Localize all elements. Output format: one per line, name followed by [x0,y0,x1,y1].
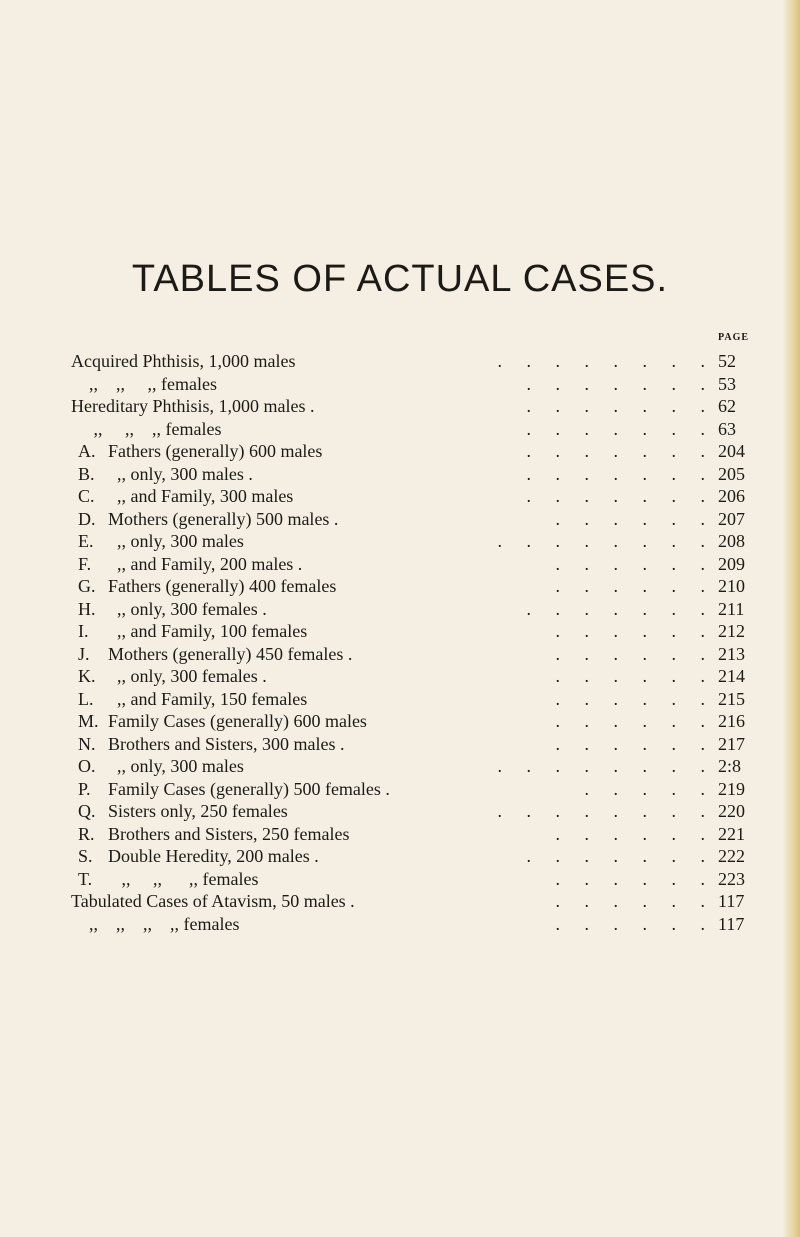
row-page-number: 213 [718,643,745,664]
row-leader-dots: . . . . . . . . [497,351,715,371]
row-leader-dots: . . . . . . . . [497,531,715,551]
row-leader-dots: . . . . . . [555,553,715,574]
table-row [0,418,800,441]
table-row [0,778,800,801]
row-title: ,, ,, ,, females [108,868,259,889]
row-title: Acquired Phthisis, 1,000 males [71,351,296,371]
row-page-number: 63 [718,418,736,439]
table-row [0,688,800,711]
row-page-number: 204 [718,441,745,461]
row-leader-dots: . . . . . . [555,666,715,686]
row-letter: H. [78,598,96,619]
row-page-number: 223 [718,868,745,889]
row-title: Mothers (generally) 500 males . [108,508,339,529]
row-title: ,, only, 300 females . [108,666,267,686]
page-title: TABLES OF ACTUAL CASES. [131,258,669,300]
row-title: Mothers (generally) 450 females . [108,643,353,664]
row-title: ,, ,, ,, females [71,373,217,394]
table-row [0,463,800,486]
row-page-number: 215 [718,688,745,709]
row-leader-dots: . . . . . . . [526,441,715,461]
table-row [0,373,800,396]
row-page-number: 208 [718,531,745,551]
row-letter: P. [78,778,91,799]
row-letter: F. [78,553,92,574]
row-leader-dots: . . . . . . [555,643,715,664]
row-letter: I. [78,621,89,641]
row-letter: L. [78,688,94,709]
row-leader-dots: . . . . . . [555,576,715,596]
row-leader-dots: . . . . . . . [526,486,715,506]
row-title: ,, only, 300 males [108,756,244,776]
row-title: Brothers and Sisters, 300 males . [108,733,345,754]
row-page-number: 212 [718,621,745,641]
table-row [0,395,800,418]
row-title: Brothers and Sisters, 250 females [108,823,350,844]
table-row [0,575,800,598]
row-page-number: 210 [718,576,745,596]
table-row [0,733,800,756]
row-letter: J. [78,643,90,664]
row-page-number: 53 [718,373,736,394]
row-title: ,, and Family, 200 males . [108,553,303,574]
table-row [0,755,800,778]
table-row [0,553,800,576]
table-row [0,598,800,621]
row-leader-dots: . . . . . . . [526,463,715,484]
row-leader-dots: . . . . . [584,778,715,799]
row-page-number: 216 [718,711,745,731]
row-letter: C. [78,486,95,506]
row-letter: O. [78,756,96,776]
row-leader-dots: . . . . . . . . [497,756,715,776]
table-row [0,868,800,891]
row-page-number: 220 [718,801,745,821]
row-page-number: 206 [718,486,745,506]
row-page-number: 219 [718,778,745,799]
row-title: ,, and Family, 100 females [108,621,308,641]
table-row [0,530,800,553]
row-letter: K. [78,666,96,686]
row-title: Fathers (generally) 400 females [108,576,337,596]
row-page-number: 207 [718,508,745,529]
table-row [0,485,800,508]
row-page-number: 2:8 [718,756,742,776]
row-letter: G. [78,576,96,596]
row-title: Double Heredity, 200 males . [108,846,319,866]
row-leader-dots: . . . . . . [555,891,715,911]
table-row [0,710,800,733]
row-title: ,, ,, ,, females [71,418,222,439]
table-row [0,508,800,531]
row-leader-dots: . . . . . . [555,711,715,731]
row-leader-dots: . . . . . . . . [497,801,715,821]
row-letter: N. [78,733,96,754]
contents-list [0,350,800,935]
table-row [0,890,800,913]
row-letter: S. [78,846,93,866]
row-title: ,, ,, ,, ,, females [71,913,240,934]
row-page-number: 221 [718,823,745,844]
row-title: Fathers (generally) 600 males [108,441,323,461]
row-leader-dots: . . . . . . . [526,598,715,619]
row-leader-dots: . . . . . . . [526,396,715,416]
table-row [0,665,800,688]
row-leader-dots: . . . . . . [555,508,715,529]
row-title: ,, and Family, 150 females [108,688,308,709]
row-letter: E. [78,531,94,551]
row-leader-dots: . . . . . . [555,868,715,889]
row-title: ,, and Family, 300 males [108,486,294,506]
row-page-number: 222 [718,846,745,866]
row-page-number: 52 [718,351,736,371]
row-page-number: 117 [718,913,745,934]
row-letter: T. [78,868,93,889]
row-leader-dots: . . . . . . [555,688,715,709]
row-letter: Q. [78,801,96,821]
row-leader-dots: . . . . . . [555,913,715,934]
row-title: Family Cases (generally) 500 females . [108,778,390,799]
row-letter: B. [78,463,95,484]
row-page-number: 205 [718,463,745,484]
table-row [0,350,800,373]
table-row [0,845,800,868]
row-page-number: 117 [718,891,745,911]
page-column-header: PAGE [718,332,750,343]
table-row [0,643,800,666]
table-row [0,620,800,643]
table-row [0,800,800,823]
row-title: Sisters only, 250 females [108,801,288,821]
row-title: Family Cases (generally) 600 males [108,711,367,731]
row-page-number: 217 [718,733,745,754]
table-row [0,913,800,936]
row-leader-dots: . . . . . . [555,823,715,844]
row-leader-dots: . . . . . . . [526,846,715,866]
row-leader-dots: . . . . . . . [526,418,715,439]
row-title: Tabulated Cases of Atavism, 50 males . [71,891,355,911]
row-letter: R. [78,823,95,844]
row-letter: D. [78,508,96,529]
row-title: ,, only, 300 males . [108,463,253,484]
row-title: ,, only, 300 females . [108,598,267,619]
row-page-number: 209 [718,553,745,574]
row-letter: M. [78,711,99,731]
row-leader-dots: . . . . . . [555,733,715,754]
table-row [0,440,800,463]
row-title: Hereditary Phthisis, 1,000 males . [71,396,315,416]
table-row [0,823,800,846]
row-title: ,, only, 300 males [108,531,244,551]
row-leader-dots: . . . . . . . [526,373,715,394]
row-page-number: 62 [718,396,736,416]
row-page-number: 211 [718,598,745,619]
row-letter: A. [78,441,96,461]
row-page-number: 214 [718,666,745,686]
row-leader-dots: . . . . . . [555,621,715,641]
